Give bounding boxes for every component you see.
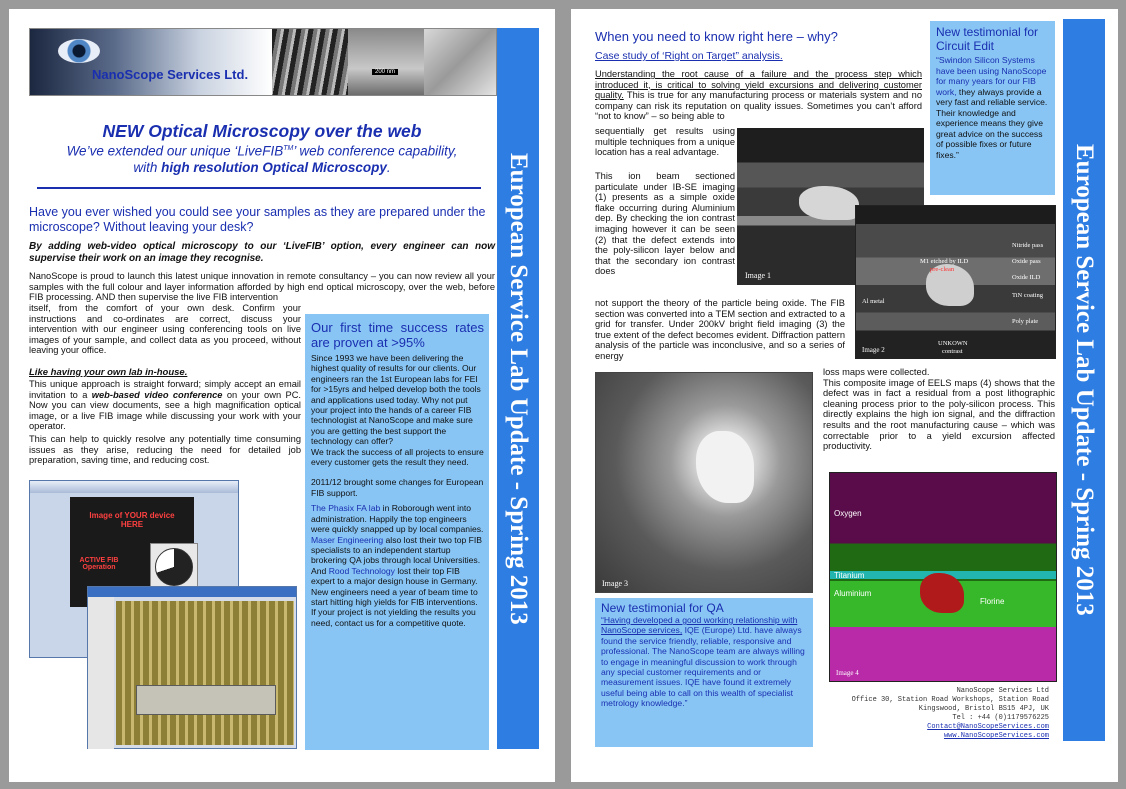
paragraph-3: This can help to quickly resolve any potentially time consuming issues as they arise, reducing the need for detailed job preparation, saving time, and reducing cost. bbox=[29, 434, 301, 466]
al-label: Al metal bbox=[862, 298, 885, 305]
paragraph-1b: itself, from the comfort of your own desk. Confirm your instructions and co-ordinates are correct, discuss your intervention with our engineer using conferencing tools on live images of your sample, and collect data as you proceed, without leaving your office. bbox=[29, 303, 301, 356]
paragraph-2: This unique approach is straight forward; simply accept an email invitation to a web-based video conference on your own PC. Now you can view documents, see a high magnification optical image, or a live FIB image while discussing your work with your operator. bbox=[29, 379, 301, 432]
pie-widget bbox=[150, 543, 198, 591]
aluminium-label: Aluminium bbox=[834, 589, 872, 598]
eye-icon bbox=[58, 39, 100, 63]
tin-label: TiN coating bbox=[1012, 292, 1043, 299]
success-p2: We track the success of all projects to ensure every customer gets the result they need. bbox=[311, 446, 484, 468]
success-p4: The Phasix FA lab in Roborough went into administration. Happily the top engineers were quickly snapped up by local companies. bbox=[311, 503, 484, 535]
poly-label: Poly plate bbox=[1012, 318, 1039, 325]
right-page bbox=[571, 9, 1118, 782]
case-heading: When you need to know right here – why? bbox=[595, 29, 838, 44]
lab-heading: Like having your own lab in-house. bbox=[29, 367, 188, 378]
contact-addr2: Kingswood, Bristol BS15 4PJ, UK bbox=[918, 705, 1049, 713]
contact-tel: Tel : +44 (0)1179576225 bbox=[952, 714, 1049, 722]
contrast-label: contrast bbox=[942, 348, 963, 355]
company-name: NanoScope Services Ltd. bbox=[92, 67, 249, 82]
unknown-label: UNKOWN bbox=[938, 340, 968, 347]
band-title: European Service Lab Update - Spring 2013 bbox=[505, 152, 532, 625]
success-p5: Maser Engineering also lost their two top FIB specialists to an independent startup brokering QA jobs through local Universities. bbox=[311, 534, 483, 566]
image-1-label: Image 1 bbox=[745, 271, 771, 280]
contact-name: NanoScope Services Ltd bbox=[956, 687, 1049, 695]
header-banner bbox=[29, 28, 497, 96]
microscope-screenshot bbox=[87, 586, 297, 749]
success-p6: And Rood Technology lost their top FIB expert to a major design house in Germany. bbox=[311, 565, 478, 587]
defect-shape bbox=[799, 186, 859, 220]
sem-image-2 bbox=[348, 29, 424, 95]
title-band-right bbox=[1063, 19, 1105, 741]
contact-addr1: Office 30, Station Road Workshops, Station Road bbox=[851, 696, 1049, 704]
success-p1: Since 1993 we have been delivering the highest quality of results for our clients. Our engineers ran the 1st European labs for FEI for >15yrs and helped develop both the tools and applications used today. Why not put your project into the hands of a career FIB technologist at NanoScope and make sure you are getting the best support the technology can offer? bbox=[311, 353, 481, 447]
pie-icon bbox=[155, 548, 193, 586]
case-full1: not support the theory of the particle being oxide. The FIB section was converted into a TEM section and extracted to a grid for transfer. Under 200kV bright field imaging (3) the true extent of the defect becomes evident. Diffraction pattern analysis of the particle was inconclusive, and so a series of energy bbox=[595, 298, 845, 361]
chip-image bbox=[116, 601, 294, 745]
oxide-ild-label: Oxide ILD bbox=[1012, 274, 1041, 281]
case-full2: loss maps were collected. This composite image of EELS maps (4) shows that the defect was in fact a residual from a post lithographic cleaning process prior to the poly-silicon process. This directly explains the high ion signal, and the diffraction results and the root manufacturing cause – which was correctable prior to a yield excursion affected productivity. bbox=[823, 367, 1055, 452]
scale-bar-label: 200 nm bbox=[372, 69, 398, 75]
case-title: Case study of ‘Right on Target” analysis. bbox=[595, 50, 783, 62]
sem-image-1 bbox=[272, 29, 348, 95]
divider bbox=[37, 187, 481, 189]
headline: NEW Optical Microscopy over the web bbox=[102, 121, 422, 141]
image-3-label: Image 3 bbox=[602, 579, 628, 588]
chip-inset bbox=[136, 685, 276, 715]
particle-shape bbox=[696, 431, 754, 503]
sem-image-3 bbox=[424, 29, 496, 95]
oxide-label: Oxide pass bbox=[1012, 258, 1041, 265]
case-col1: sequentially get results using multiple techniques from a unique location has a real advantage. bbox=[595, 126, 735, 158]
image-3 bbox=[595, 372, 813, 593]
device-caption: Image of YOUR device HERE bbox=[89, 511, 175, 529]
side-panel bbox=[88, 597, 114, 749]
success-box bbox=[305, 314, 489, 750]
paragraph-1: NanoScope is proud to launch this latest unique innovation in remote consultancy – you can now review all your samples with the full colour and layer information afforded by high end optical microscopy, over the web, before FIB processing. AND then supervise the live FIB intervention bbox=[29, 271, 495, 303]
lead-paragraph: By adding web-video optical microscopy to our ‘LiveFIB’ option, every engineer can now supervise their work on an image they recognise. bbox=[29, 241, 495, 264]
image-4-label: Image 4 bbox=[836, 669, 859, 677]
defect-red bbox=[920, 573, 964, 613]
image-2-label: Image 2 bbox=[862, 346, 885, 354]
success-p7: New engineers need a year of beam time to start hitting high yields for FIB interventions. bbox=[311, 586, 478, 607]
window-titlebar bbox=[88, 587, 296, 597]
case-col2: This ion beam sectioned particulate under IB-SE imaging (1) presents as a simple oxide flake occurring during Aluminium dep. By checking the ion contrast imaging however it can be seen (2) that the defect extends into the poly-silicon layer below and that the secondary ion contrast does bbox=[595, 171, 735, 277]
success-p3: 2011/12 brought some changes for European FIB support. bbox=[311, 477, 484, 498]
testimonial-circuit-quote: “Swindon Silicon Systems have been using NanoScope for many years for our FIB work, they always provide a very fast and reliable service. Their knowledge and experience means they give great advice on the success of possible fixes or future fixes.” bbox=[936, 55, 1048, 160]
left-page bbox=[9, 9, 555, 782]
success-title: Our first time success rates are proven at >95% bbox=[311, 320, 484, 350]
image-2 bbox=[855, 205, 1056, 359]
testimonial-circuit-box bbox=[930, 21, 1055, 195]
case-intro: Understanding the root cause of a failure and the process step which introduced it, is critical to solving yield excursions and delivering customer quality. This is true for any manufacturing process or materials system and no company can risk its reputation on quality issues. Sometimes you can’t afford “not to know” – so being able to bbox=[595, 69, 922, 122]
florine-label: Florine bbox=[980, 597, 1005, 606]
testimonial-circuit-title: New testimonial for Circuit Edit bbox=[936, 25, 1039, 53]
oxygen-label: Oxygen bbox=[834, 509, 862, 518]
title-band-left bbox=[497, 28, 539, 749]
success-p8: If your project is not yielding the results you need, contact us for a competitive quote. bbox=[311, 607, 476, 628]
nitride-label: Nitride pass bbox=[1012, 242, 1044, 249]
testimonial-qa-title: New testimonial for QA bbox=[601, 601, 724, 615]
preclean-label: pre-clean bbox=[930, 266, 955, 273]
subhead: We’ve extended our unique ‘LiveFIB™’ web conference capability, with high resolution Optical Microscopy. bbox=[66, 143, 458, 175]
contact-web-link[interactable]: www.NanoScopeServices.com bbox=[943, 732, 1049, 740]
band-title-right: European Service Lab Update - Spring 2013 bbox=[1071, 144, 1098, 616]
contact-block bbox=[841, 687, 1049, 741]
contact-email-link[interactable]: Contact@NanoScopeServices.com bbox=[927, 723, 1049, 731]
toolbar-strip bbox=[30, 481, 238, 493]
question: Have you ever wished you could see your samples as they are prepared under the microscope? Without leaving your desk? bbox=[29, 205, 486, 234]
fib-caption: ACTIVE FIB Operation bbox=[79, 557, 119, 571]
m1-label: M1 etched by ILD bbox=[920, 258, 969, 265]
eye-image bbox=[30, 29, 272, 95]
image-4 bbox=[829, 472, 1057, 682]
testimonial-qa-quote: “Having developed a good working relationship with NanoScope services, IQE (Europe) Ltd. have always found the service friendly, reliable, responsive and professional. The NanoScope team are always willing to engage in meaningful discussion to work through any special customer requirements and or measurement issues. IQE have found it extremely useful being able to call on this wealth of specialist metrology knowledge.” bbox=[601, 615, 805, 709]
titanium-label: Titanium bbox=[834, 571, 865, 580]
testimonial-qa-box bbox=[595, 598, 813, 747]
